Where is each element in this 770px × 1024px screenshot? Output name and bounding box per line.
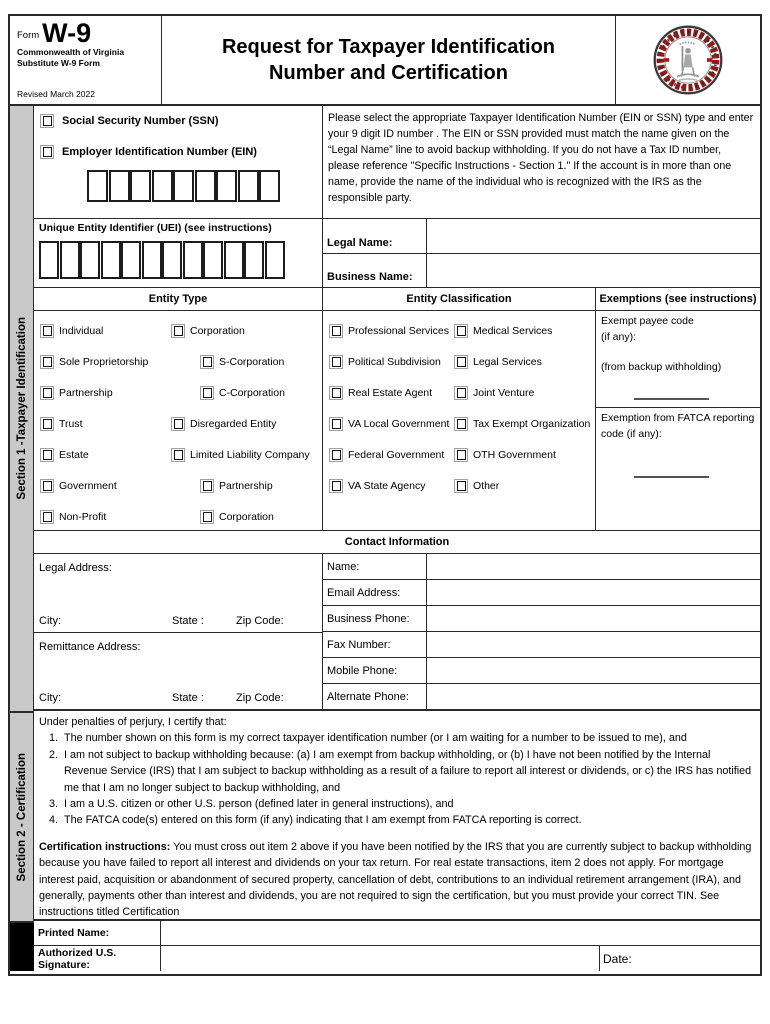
section1-bar — [10, 106, 34, 711]
entity-class-col2 — [454, 479, 595, 493]
contact-row-alternate-phone — [323, 683, 760, 709]
entity-class-col2 — [454, 324, 595, 338]
entity-type-sole-proprietorship-checkbox[interactable] — [40, 355, 54, 369]
contact-field-fax-number[interactable] — [427, 632, 760, 657]
entity-type-col2 — [171, 479, 322, 493]
entity-type-row — [40, 315, 322, 346]
ein-label: Employer Identification Number (EIN) — [62, 146, 257, 158]
uei-box-1[interactable] — [39, 241, 59, 279]
remittance-address-label: Remittance Address: — [39, 641, 141, 653]
uei-box-3[interactable] — [80, 241, 100, 279]
contact-row-business-phone — [323, 605, 760, 631]
entity-class-tax-exempt-organization-checkbox[interactable] — [454, 417, 468, 431]
tin-digit-box-9[interactable] — [259, 170, 280, 202]
entity-type-col2 — [171, 355, 322, 369]
entity-class-medical-services-label: Medical Services — [473, 324, 553, 337]
legal-address-block[interactable] — [34, 554, 322, 633]
contact-label-alternate-phone: Alternate Phone: — [323, 684, 427, 709]
entity-type-trust-checkbox[interactable] — [40, 417, 54, 431]
contact-field-name[interactable] — [427, 554, 760, 579]
remittance-address-block[interactable] — [34, 633, 322, 709]
entity-type-disregarded-entity-label: Disregarded Entity — [190, 417, 277, 430]
legal-zip-label: Zip Code: — [236, 615, 284, 627]
contact-field-business-phone[interactable] — [427, 606, 760, 631]
entity-type-col1 — [40, 417, 171, 431]
entity-class-row — [329, 470, 595, 501]
entity-class-other-label: Other — [473, 479, 500, 492]
entity-type-col1 — [40, 510, 171, 524]
entity-class-col1 — [329, 448, 454, 462]
contact-row-mobile-phone — [323, 657, 760, 683]
legal-name-label: Legal Name: — [323, 219, 427, 253]
entity-type-sole-proprietorship-item — [40, 355, 171, 369]
certification-item-text: I am not subject to backup withholding because: (a) I am exempt from backup withholding, or (b) I have not been notified by the Internal Revenue Service (IRS) that I am subject to backup withholding as a result of a failure to report all interest or dividends, or c) the IRS has notified me that I am no longer subject to backup withholding, and — [64, 748, 752, 794]
entity-type-partnership-item — [40, 386, 171, 400]
uei-box-11[interactable] — [244, 241, 264, 279]
entity-class-va-local-government-checkbox[interactable] — [329, 417, 343, 431]
certification-item-num: 3. — [49, 798, 59, 811]
tin-instructions: Please select the appropriate Taxpayer Identification Number (EIN or SSN) type and enter your 9 digit ID number . The EIN or SSN provided must match the name given on the “Legal Name” line to avoid backup withholding. If you do not have a Tax ID number, please reference "Specific Instructions - Section 1." If the account is in more than one name, provide the name of the individual who is recognized with the IRS as the responsible party. — [328, 112, 754, 205]
exempt-payee-cell — [596, 311, 760, 408]
entity-class-federal-government-checkbox[interactable] — [329, 448, 343, 462]
uei-box-9[interactable] — [203, 241, 223, 279]
entity-class-va-state-agency-label: VA State Agency — [348, 479, 426, 492]
tin-digit-box-5[interactable] — [173, 170, 194, 202]
entity-class-oth-government-label: OTH Government — [473, 448, 556, 461]
uei-box-4[interactable] — [101, 241, 121, 279]
entity-type-row — [40, 346, 322, 377]
entity-type-limited-liability-company-label: Limited Liability Company — [190, 448, 310, 461]
signature-field[interactable] — [161, 946, 600, 971]
entity-type-row — [40, 470, 322, 501]
entity-type-partnership-label: Partnership — [59, 386, 113, 399]
form-title — [162, 16, 616, 104]
ssn-label: Social Security Number (SSN) — [62, 115, 219, 127]
address-panel — [34, 554, 323, 709]
form-header — [10, 16, 760, 106]
legal-address-label: Legal Address: — [39, 562, 112, 574]
certification-item-text: The FATCA code(s) entered on this form (if any) indicating that I am exempt from FATCA reporting is correct. — [64, 814, 582, 827]
entity-class-real-estate-agent-label: Real Estate Agent — [348, 386, 433, 399]
entity-class-legal-services-checkbox[interactable] — [454, 355, 468, 369]
entity-type-col2 — [171, 324, 322, 338]
entity-type-non-profit-item — [40, 510, 171, 524]
certification-item-2 — [49, 747, 752, 796]
entity-type-individual-checkbox[interactable] — [40, 324, 54, 338]
entity-type-col2 — [171, 510, 322, 524]
entity-type-c-corporation-item — [200, 386, 322, 400]
contact-field-email-address[interactable] — [427, 580, 760, 605]
section-sidebar — [10, 106, 34, 974]
uei-box-6[interactable] — [142, 241, 162, 279]
entity-type-sole-proprietorship-label: Sole Proprietorship — [59, 355, 149, 368]
contact-information-header: Contact Information — [34, 531, 760, 554]
certification-instructions — [39, 839, 752, 921]
entity-type-col2 — [171, 417, 322, 431]
uei-box-2[interactable] — [60, 241, 80, 279]
entity-type-estate-label: Estate — [59, 448, 89, 461]
entity-class-row — [329, 315, 595, 346]
certification-item-3 — [49, 796, 752, 812]
entity-class-row — [329, 408, 595, 439]
entity-class-col1 — [329, 386, 454, 400]
uei-box-5[interactable] — [121, 241, 141, 279]
entity-type-limited-liability-company-checkbox[interactable] — [171, 448, 185, 462]
virginia-state-seal-icon — [651, 23, 725, 97]
certification-item-4 — [49, 812, 752, 828]
entity-type-corporation-checkbox[interactable] — [200, 510, 214, 524]
entity-type-non-profit-checkbox[interactable] — [40, 510, 54, 524]
entity-type-individual-label: Individual — [59, 324, 104, 337]
exempt-payee-line3: (from backup withholding) — [601, 360, 722, 373]
tin-digit-box-1[interactable] — [87, 170, 108, 202]
revision-date: Revised March 2022 — [17, 89, 95, 99]
contact-row-email-address — [323, 579, 760, 605]
form-title-line2: Number and Certification — [269, 62, 508, 84]
entity-type-estate-item — [40, 448, 171, 462]
entity-type-non-profit-label: Non-Profit — [59, 510, 107, 523]
entity-class-row — [329, 377, 595, 408]
uei-box-10[interactable] — [224, 241, 244, 279]
entity-class-joint-venture-label: Joint Venture — [473, 386, 535, 399]
entity-type-col2 — [171, 448, 322, 462]
uei-panel — [34, 219, 323, 287]
w9-form — [8, 14, 762, 976]
form-id-box — [10, 16, 162, 104]
entity-type-s-corporation-checkbox[interactable] — [200, 355, 214, 369]
org-line1: Commonwealth of Virginia — [17, 47, 125, 58]
fatca-label: Exemption from FATCA reporting code (if any): — [601, 412, 755, 440]
form-number: W-9 — [42, 18, 92, 48]
contact-label-business-phone: Business Phone: — [323, 606, 427, 631]
entity-class-col2 — [454, 417, 595, 431]
exemptions-header: Exemptions (see instructions) — [596, 288, 760, 311]
legal-city-label: City: — [39, 615, 61, 627]
tin-digit-boxes — [87, 170, 281, 202]
entity-type-trust-label: Trust — [59, 417, 83, 430]
certification-item-num: 2. — [49, 748, 59, 761]
entity-class-joint-venture-checkbox[interactable] — [454, 386, 468, 400]
contact-row-fax-number — [323, 631, 760, 657]
printed-name-field[interactable] — [161, 921, 760, 945]
entity-class-legal-services-label: Legal Services — [473, 355, 542, 368]
entity-class-political-subdivision-checkbox[interactable] — [329, 355, 343, 369]
entity-type-row — [40, 439, 322, 470]
certification-item-1 — [49, 730, 752, 746]
uei-boxes — [39, 241, 285, 279]
entity-class-oth-government-checkbox[interactable] — [454, 448, 468, 462]
entity-type-col1 — [40, 479, 171, 493]
entity-type-col1 — [40, 386, 171, 400]
entity-type-header: Entity Type — [34, 288, 322, 311]
entity-class-row — [329, 439, 595, 470]
certification-instructions-text: You must cross out item 2 above if you have been notified by the IRS that you are currently subject to backup withholding because you have failed to report all interest and dividends on your tax return. For real estate transactions, item 2 does not apply. For mortgage interest paid, acquisition or abandonment of secured property, cancellation of debt, contributions to an individual retirement arrangement (IRA), and generally, payments other than interest and dividends, you are not required to sign the certification, but you must provide your correct TIN. See instructions titled Certification — [39, 840, 752, 919]
legal-name-field[interactable] — [427, 219, 760, 253]
contact-field-alternate-phone[interactable] — [427, 684, 760, 709]
tin-digit-box-2[interactable] — [109, 170, 130, 202]
entity-class-row — [329, 346, 595, 377]
tin-digit-box-7[interactable] — [216, 170, 237, 202]
contact-fields — [323, 554, 760, 709]
entity-class-political-subdivision-label: Political Subdivision — [348, 355, 441, 368]
contact-label-mobile-phone: Mobile Phone: — [323, 658, 427, 683]
uei-box-12[interactable] — [265, 241, 285, 279]
certification-panel — [34, 711, 760, 921]
entity-type-government-label: Government — [59, 479, 117, 492]
entity-type-c-corporation-checkbox[interactable] — [200, 386, 214, 400]
entity-type-row — [40, 501, 322, 532]
entity-type-col1 — [40, 324, 171, 338]
remit-zip-label: Zip Code: — [236, 692, 284, 704]
tin-type-panel — [34, 106, 323, 218]
contact-field-mobile-phone[interactable] — [427, 658, 760, 683]
entity-class-joint-venture-item — [454, 386, 595, 400]
entity-class-va-state-agency-checkbox[interactable] — [329, 479, 343, 493]
contact-label-fax-number: Fax Number: — [323, 632, 427, 657]
entity-class-va-local-government-label: VA Local Government — [348, 417, 450, 430]
sidebar-black-block — [10, 921, 34, 971]
business-name-field[interactable] — [427, 254, 760, 288]
entity-type-c-corporation-label: C-Corporation — [219, 386, 285, 399]
ssn-checkbox[interactable] — [40, 114, 54, 128]
entity-type-row — [40, 377, 322, 408]
entity-class-medical-services-checkbox[interactable] — [454, 324, 468, 338]
printed-name-label: Printed Name: — [34, 921, 161, 945]
entity-type-estate-checkbox[interactable] — [40, 448, 54, 462]
tin-digit-box-4[interactable] — [152, 170, 173, 202]
seal-box — [616, 16, 760, 104]
entity-type-disregarded-entity-item — [171, 417, 322, 431]
entity-type-partnership-label: Partnership — [219, 479, 273, 492]
entity-type-trust-item — [40, 417, 171, 431]
entity-type-partnership-item — [200, 479, 322, 493]
entity-type-disregarded-entity-checkbox[interactable] — [171, 417, 185, 431]
business-name-label: Business Name: — [323, 254, 427, 288]
entity-class-real-estate-agent-item — [329, 386, 454, 400]
uei-box-7[interactable] — [162, 241, 182, 279]
entity-class-va-state-agency-item — [329, 479, 454, 493]
entity-type-s-corporation-item — [200, 355, 322, 369]
entity-classification-grid — [323, 311, 595, 501]
entity-class-other-item — [454, 479, 595, 493]
certification-intro: Under penalties of perjury, I certify that: — [39, 716, 227, 728]
exempt-payee-line1: Exempt payee code — [601, 315, 694, 327]
uei-box-8[interactable] — [183, 241, 203, 279]
entity-type-government-item — [40, 479, 171, 493]
entity-type-col1 — [40, 448, 171, 462]
entity-class-col2 — [454, 448, 595, 462]
entity-class-federal-government-item — [329, 448, 454, 462]
entity-class-col1 — [329, 355, 454, 369]
tin-digit-box-8[interactable] — [238, 170, 259, 202]
entity-class-professional-services-label: Professional Services — [348, 324, 449, 337]
certification-list — [49, 730, 752, 828]
exempt-payee-code-field[interactable] — [634, 398, 709, 400]
entity-class-federal-government-label: Federal Government — [348, 448, 445, 461]
entity-classification-header: Entity Classification — [323, 288, 595, 311]
entity-class-tax-exempt-organization-label: Tax Exempt Organization — [473, 417, 591, 430]
tin-digit-box-3[interactable] — [130, 170, 151, 202]
ein-checkbox[interactable] — [40, 145, 54, 159]
entity-type-partnership-checkbox[interactable] — [200, 479, 214, 493]
entity-type-row — [40, 408, 322, 439]
certification-item-text: The number shown on this form is my correct taxpayer identification number (or I am waiting for a number to be issued to me), and — [64, 732, 687, 745]
entity-type-limited-liability-company-item — [171, 448, 322, 462]
entity-class-oth-government-item — [454, 448, 595, 462]
entity-type-partnership-checkbox[interactable] — [40, 386, 54, 400]
entity-class-col2 — [454, 386, 595, 400]
certification-item-text: I am a U.S. citizen or other U.S. person (defined later in general instructions), and — [64, 798, 454, 811]
contact-row-name — [323, 554, 760, 579]
entity-type-corporation-label: Corporation — [190, 324, 245, 337]
entity-class-col2 — [454, 355, 595, 369]
signature-label: Authorized U.S. Signature: — [34, 946, 161, 971]
entity-class-professional-services-checkbox[interactable] — [329, 324, 343, 338]
entity-type-grid — [34, 311, 322, 532]
uei-label: Unique Entity Identifier (UEI) (see instructions) — [39, 222, 272, 234]
section1-label: Section 1 -Taxpayer Identification — [15, 317, 28, 500]
contact-label-name: Name: — [323, 554, 427, 579]
section2-label: Section 2 - Certification — [15, 752, 28, 882]
entity-class-va-local-government-item — [329, 417, 454, 431]
entity-type-corporation-item — [171, 324, 322, 338]
remit-state-label: State : — [172, 692, 204, 704]
contact-label-email-address: Email Address: — [323, 580, 427, 605]
entity-class-real-estate-agent-checkbox[interactable] — [329, 386, 343, 400]
form-word: Form — [17, 30, 40, 42]
certification-item-num: 1. — [49, 732, 59, 745]
entity-class-political-subdivision-item — [329, 355, 454, 369]
org-line2: Substitute W-9 Form — [17, 57, 100, 68]
entity-class-legal-services-item — [454, 355, 595, 369]
entity-type-col2 — [171, 386, 322, 400]
form-title-line1: Request for Taxpayer Identification — [221, 36, 556, 58]
entity-type-government-checkbox[interactable] — [40, 479, 54, 493]
entity-type-s-corporation-label: S-Corporation — [219, 355, 285, 368]
remit-city-label: City: — [39, 692, 61, 704]
tin-digit-box-6[interactable] — [195, 170, 216, 202]
date-label: Date: — [603, 951, 632, 966]
certification-instructions-lead: Certification instructions: — [39, 840, 171, 853]
entity-type-individual-item — [40, 324, 171, 338]
entity-class-professional-services-item — [329, 324, 454, 338]
fatca-code-field[interactable] — [634, 476, 709, 478]
certification-item-num: 4. — [49, 814, 59, 827]
entity-class-col1 — [329, 324, 454, 338]
exempt-payee-line2: (if any): — [601, 330, 637, 343]
entity-type-corporation-checkbox[interactable] — [171, 324, 185, 338]
section2-bar — [10, 711, 34, 921]
entity-type-col1 — [40, 355, 171, 369]
entity-class-col1 — [329, 417, 454, 431]
legal-state-label: State : — [172, 615, 204, 627]
entity-type-corporation-label: Corporation — [219, 510, 274, 523]
entity-class-other-checkbox[interactable] — [454, 479, 468, 493]
entity-class-tax-exempt-organization-item — [454, 417, 595, 431]
fatca-cell — [596, 408, 760, 530]
entity-class-col1 — [329, 479, 454, 493]
entity-type-corporation-item — [200, 510, 322, 524]
entity-class-medical-services-item — [454, 324, 595, 338]
